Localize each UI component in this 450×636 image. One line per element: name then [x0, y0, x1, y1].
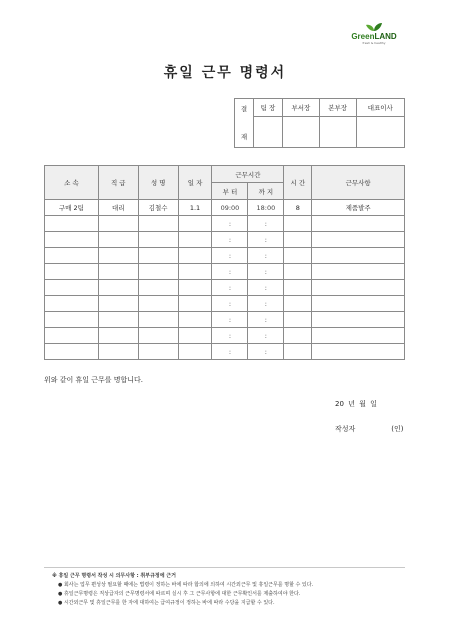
cell-affiliation[interactable]: [45, 296, 99, 312]
cell-date[interactable]: [178, 328, 212, 344]
cell-task[interactable]: [312, 264, 405, 280]
cell-from[interactable]: :: [212, 264, 248, 280]
cell-name[interactable]: 김철수: [138, 200, 178, 216]
approval-sign-ceo[interactable]: [356, 117, 404, 148]
cell-to[interactable]: :: [248, 344, 284, 360]
header-hours: 시 간: [284, 166, 312, 200]
table-row: [45, 200, 405, 216]
logo-tagline: fresh & healthy: [362, 41, 386, 45]
cell-affiliation[interactable]: [45, 232, 99, 248]
approval-gyeol-top: 결: [240, 105, 248, 113]
header-task: 근무사항: [312, 166, 405, 200]
cell-name[interactable]: [138, 296, 178, 312]
approval-header-dept-head: 부서장: [282, 99, 319, 117]
cell-to[interactable]: :: [248, 216, 284, 232]
cell-from[interactable]: :: [212, 232, 248, 248]
work-table-body: [45, 200, 405, 360]
cell-from[interactable]: 09:00: [212, 200, 248, 216]
cell-from[interactable]: :: [212, 312, 248, 328]
header-date: 일 자: [178, 166, 212, 200]
cell-affiliation[interactable]: [45, 264, 99, 280]
table-row: [45, 216, 405, 232]
cell-hours[interactable]: [284, 328, 312, 344]
header-to: 까 지: [248, 183, 284, 200]
logo-brand-green: Green: [351, 32, 375, 41]
approval-gyeol-bottom: 재: [240, 133, 248, 141]
approval-header-ceo: 대표이사: [356, 99, 404, 117]
table-row: [45, 328, 405, 344]
logo-wordmark: [344, 32, 404, 41]
cell-from[interactable]: :: [212, 328, 248, 344]
cell-task[interactable]: [312, 312, 405, 328]
cell-to[interactable]: :: [248, 248, 284, 264]
table-row: [45, 232, 405, 248]
cell-date[interactable]: [178, 296, 212, 312]
cell-task[interactable]: [312, 280, 405, 296]
cell-from[interactable]: :: [212, 248, 248, 264]
approval-header-team-lead: 팀 장: [254, 99, 283, 117]
note-item: ● 시간외근무 및 휴일근무를 한 자에 대하여는 급여규정이 정하는 바에 따라 수당을 지급할 수 있다.: [58, 600, 275, 606]
cell-position[interactable]: [98, 344, 138, 360]
cell-from[interactable]: :: [212, 344, 248, 360]
cell-to[interactable]: :: [248, 280, 284, 296]
approval-sign-team-lead[interactable]: [254, 117, 283, 148]
cell-affiliation[interactable]: [45, 216, 99, 232]
header-affiliation: 소 속: [45, 166, 99, 200]
cell-to[interactable]: :: [248, 328, 284, 344]
approval-header-division-head: 본부장: [319, 99, 356, 117]
table-row: [45, 248, 405, 264]
header-name: 성 명: [138, 166, 178, 200]
cell-task[interactable]: [312, 296, 405, 312]
cell-task[interactable]: [312, 232, 405, 248]
document-title: 휴일 근무 명령서: [163, 65, 287, 81]
cell-position[interactable]: [98, 264, 138, 280]
cell-affiliation[interactable]: [45, 312, 99, 328]
cell-date[interactable]: [178, 232, 212, 248]
cell-position[interactable]: [98, 280, 138, 296]
table-row: [45, 280, 405, 296]
cell-hours[interactable]: [284, 232, 312, 248]
cell-position[interactable]: [98, 312, 138, 328]
cell-affiliation[interactable]: 구매 2팀: [45, 200, 99, 216]
approval-gyeol-cell: [235, 99, 254, 148]
cell-affiliation[interactable]: [45, 248, 99, 264]
table-row: [45, 296, 405, 312]
cell-to[interactable]: 18:00: [248, 200, 284, 216]
cell-affiliation[interactable]: [45, 280, 99, 296]
cell-position[interactable]: [98, 216, 138, 232]
work-table: [44, 165, 405, 360]
cell-hours[interactable]: [284, 296, 312, 312]
approval-sign-dept-head[interactable]: [282, 117, 319, 148]
cell-affiliation[interactable]: [45, 344, 99, 360]
cell-date[interactable]: [178, 248, 212, 264]
cell-hours[interactable]: [284, 312, 312, 328]
notes-divider: [44, 567, 405, 568]
cell-position[interactable]: [98, 248, 138, 264]
table-row: [45, 264, 405, 280]
cell-affiliation[interactable]: [45, 328, 99, 344]
notes-title: ※ 휴일 근무 명령서 작성 시 의무사항 : 취부규정에 근거: [52, 573, 176, 579]
cell-hours[interactable]: [284, 344, 312, 360]
cell-position[interactable]: 대리: [98, 200, 138, 216]
cell-position[interactable]: [98, 296, 138, 312]
cell-task[interactable]: 제품발주: [312, 200, 405, 216]
cell-hours[interactable]: [284, 216, 312, 232]
cell-date[interactable]: [178, 344, 212, 360]
cell-task[interactable]: [312, 248, 405, 264]
cell-date[interactable]: 1.1: [178, 200, 212, 216]
cell-name[interactable]: [138, 264, 178, 280]
cell-to[interactable]: :: [248, 312, 284, 328]
cell-hours[interactable]: [284, 248, 312, 264]
approval-sign-division-head[interactable]: [319, 117, 356, 148]
cell-from[interactable]: :: [212, 216, 248, 232]
cell-task[interactable]: [312, 328, 405, 344]
cell-position[interactable]: [98, 232, 138, 248]
table-row: [45, 344, 405, 360]
cell-date[interactable]: [178, 280, 212, 296]
notes-section: [52, 572, 404, 608]
cell-hours[interactable]: [284, 280, 312, 296]
leaf-icon: [365, 22, 383, 32]
cell-task[interactable]: [312, 216, 405, 232]
note-item: ● 회사는 업무 편성상 필요할 때에는 법령이 정하는 바에 따라 합의에 의하여 시간외근무 및 휴일근무를 명할 수 있다.: [58, 582, 314, 588]
cell-hours[interactable]: 8: [284, 200, 312, 216]
cell-task[interactable]: [312, 344, 405, 360]
table-row: [45, 312, 405, 328]
note-item: ● 휴일근무명령은 직상급자의 근무명령서에 따르며 실시 후 그 근무사항에 대한 근무확인서를 제출하여야 한다.: [58, 591, 301, 597]
header-from: 부 터: [212, 183, 248, 200]
cell-hours[interactable]: [284, 264, 312, 280]
header-work-time: 근무시간: [212, 166, 284, 183]
writer-label: 작성자: [335, 425, 356, 433]
cell-name[interactable]: [138, 344, 178, 360]
date-line[interactable]: 20 년 월 일: [335, 400, 377, 408]
cell-name[interactable]: [138, 312, 178, 328]
cell-from[interactable]: :: [212, 280, 248, 296]
writer-seal[interactable]: (인): [391, 425, 404, 433]
header-position: 직 급: [98, 166, 138, 200]
order-statement: 위와 같이 휴일 근무를 명합니다.: [44, 376, 144, 384]
writer-line: [335, 424, 404, 434]
cell-name[interactable]: [138, 280, 178, 296]
cell-position[interactable]: [98, 328, 138, 344]
cell-to[interactable]: :: [248, 232, 284, 248]
cell-name[interactable]: [138, 328, 178, 344]
cell-to[interactable]: :: [248, 264, 284, 280]
approval-table: [234, 98, 405, 148]
cell-name[interactable]: [138, 248, 178, 264]
cell-name[interactable]: [138, 232, 178, 248]
cell-date[interactable]: [178, 312, 212, 328]
logo-brand-land: LAND: [374, 32, 397, 41]
cell-from[interactable]: :: [212, 296, 248, 312]
cell-name[interactable]: [138, 216, 178, 232]
cell-to[interactable]: :: [248, 296, 284, 312]
cell-date[interactable]: [178, 216, 212, 232]
greenland-logo: [344, 22, 404, 48]
cell-date[interactable]: [178, 264, 212, 280]
